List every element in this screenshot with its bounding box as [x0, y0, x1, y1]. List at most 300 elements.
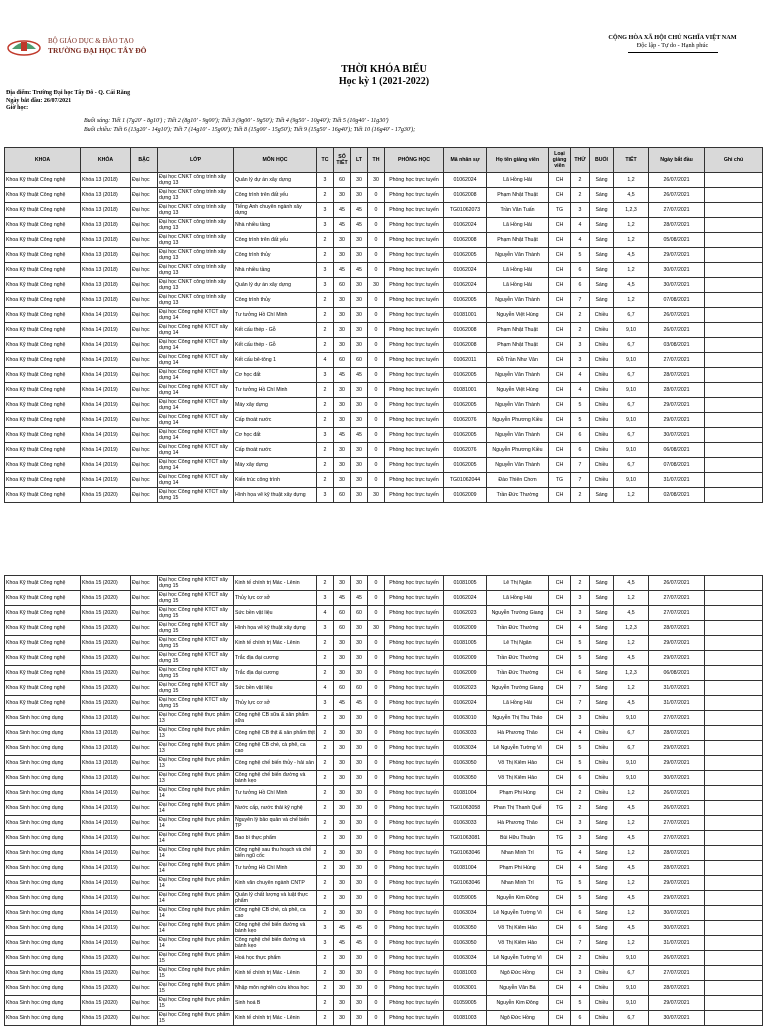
cell-subject: Sức bền vật liệu [234, 606, 317, 621]
cell-note [705, 996, 763, 1011]
cell-staff-id: 01081004 [444, 786, 487, 801]
cell-weekday: 3 [571, 203, 590, 218]
cell-lesson: 1,2 [614, 786, 649, 801]
cell-credits: 2 [317, 981, 334, 996]
cell-periods: 30 [334, 338, 351, 353]
cell-note [705, 188, 763, 203]
cell-practice: 0 [368, 606, 385, 621]
cell-session: Chiều [590, 951, 614, 966]
republic-name: CỘNG HÒA XÃ HỘI CHỦ NGHĨA VIỆT NAM [608, 34, 737, 41]
cell-subject: Công nghệ chế biến đường và bánh kẹo [234, 771, 317, 786]
cell-subject: Nước cấp, nước thải kỹ nghệ [234, 801, 317, 816]
cell-theory: 30 [351, 338, 368, 353]
cell-credits: 3 [317, 203, 334, 218]
table-row [5, 726, 763, 741]
cell-theory: 30 [351, 891, 368, 906]
cell-level: Đại học [131, 323, 158, 338]
cell-note [705, 443, 763, 458]
table-row [5, 398, 763, 413]
cell-practice: 0 [368, 891, 385, 906]
cell-level: Đại học [131, 1011, 158, 1026]
cell-practice: 0 [368, 846, 385, 861]
table-row [5, 891, 763, 906]
cell-lesson: 9,10 [614, 323, 649, 338]
cell-class: Đại học Công nghệ thực phẩm 13 [158, 756, 234, 771]
cell-staff-id: 01062005 [444, 458, 487, 473]
cell-weekday: 5 [571, 996, 590, 1011]
cell-subject: Công trình thủy [234, 248, 317, 263]
cell-class: Đại học Công nghệ KTCT xây dựng 14 [158, 428, 234, 443]
cell-lecturer: Lã Hồng Hải [487, 278, 549, 293]
cell-credits: 4 [317, 353, 334, 368]
schedule-table-part1 [4, 147, 763, 503]
cell-start-date: 29/07/2021 [649, 756, 705, 771]
cell-note [705, 1011, 763, 1026]
cell-level: Đại học [131, 981, 158, 996]
cell-class: Đại học Công nghệ thực phẩm 15 [158, 951, 234, 966]
cell-room: Phòng học trực tuyến [385, 711, 444, 726]
cell-staff-id: 01081003 [444, 1011, 487, 1026]
cell-session: Sáng [590, 891, 614, 906]
cell-staff-id: 01063034 [444, 906, 487, 921]
cell-weekday: 5 [571, 876, 590, 891]
cell-session: Sáng [590, 293, 614, 308]
cell-theory: 45 [351, 936, 368, 951]
cell-start-date: 30/07/2021 [649, 1011, 705, 1026]
cell-theory: 30 [351, 458, 368, 473]
cell-session: Sáng [590, 921, 614, 936]
cell-lesson: 4,5 [614, 696, 649, 711]
meta-info [6, 90, 130, 113]
cell-session: Sáng [590, 218, 614, 233]
header-right [585, 34, 760, 53]
cell-theory: 30 [351, 786, 368, 801]
cell-subject: Tư tưởng Hồ Chí Minh [234, 861, 317, 876]
cell-lesson: 1,2 [614, 591, 649, 606]
cell-room: Phòng học trực tuyến [385, 621, 444, 636]
cell-room: Phòng học trực tuyến [385, 443, 444, 458]
cell-room: Phòng học trực tuyến [385, 951, 444, 966]
cell-lesson: 4,5 [614, 606, 649, 621]
cell-session: Chiều [590, 413, 614, 428]
cell-khoa: Khoa Kỹ thuật Công nghệ [5, 428, 81, 443]
cell-theory: 30 [351, 861, 368, 876]
table-row [5, 741, 763, 756]
cell-practice: 0 [368, 293, 385, 308]
cell-lesson: 9,10 [614, 756, 649, 771]
cell-level: Đại học [131, 173, 158, 188]
cell-periods: 30 [334, 861, 351, 876]
cell-room: Phòng học trực tuyến [385, 876, 444, 891]
cell-class: Đại học Công nghệ KTCT xây dựng 15 [158, 696, 234, 711]
location-text: Địa điểm: Trường Đại học Tây Đô - Q. Cái Răng [6, 90, 131, 96]
cell-lecturer-type: TG [549, 831, 571, 846]
cell-room: Phòng học trực tuyến [385, 726, 444, 741]
cell-staff-id: 01063050 [444, 756, 487, 771]
cell-khoa-year: Khóa 14 (2019) [81, 308, 131, 323]
cell-lesson: 6,7 [614, 368, 649, 383]
cell-level: Đại học [131, 651, 158, 666]
cell-note [705, 846, 763, 861]
cell-note [705, 696, 763, 711]
cell-class: Đại học CNKT công trình xây dựng 13 [158, 218, 234, 233]
cell-practice: 0 [368, 681, 385, 696]
cell-periods: 30 [334, 413, 351, 428]
cell-khoa: Khoa Kỹ thuật Công nghệ [5, 233, 81, 248]
cell-level: Đại học [131, 606, 158, 621]
cell-lesson: 6,7 [614, 966, 649, 981]
cell-room: Phòng học trực tuyến [385, 741, 444, 756]
cell-room: Phòng học trực tuyến [385, 771, 444, 786]
cell-lesson: 4,5 [614, 831, 649, 846]
cell-lecturer-type: CH [549, 488, 571, 503]
cell-start-date: 31/07/2021 [649, 696, 705, 711]
cell-theory: 30 [351, 293, 368, 308]
cell-lecturer: Nguyễn Văn Bá [487, 981, 549, 996]
cell-lecturer: Nguyễn Trường Giang [487, 606, 549, 621]
cell-start-date: 29/07/2021 [649, 891, 705, 906]
column-header-room: PHÒNG HỌC [385, 148, 444, 173]
cell-class: Đại học Công nghệ KTCT xây dựng 14 [158, 353, 234, 368]
cell-class: Đại học Công nghệ thực phẩm 14 [158, 816, 234, 831]
cell-periods: 30 [334, 398, 351, 413]
cell-theory: 30 [351, 906, 368, 921]
cell-credits: 2 [317, 711, 334, 726]
cell-lesson: 9,10 [614, 443, 649, 458]
cell-weekday: 6 [571, 278, 590, 293]
cell-session: Chiều [590, 966, 614, 981]
cell-class: Đại học Công nghệ thực phẩm 14 [158, 786, 234, 801]
cell-khoa-year: Khóa 14 (2019) [81, 876, 131, 891]
cell-periods: 30 [334, 248, 351, 263]
cell-start-date: 27/07/2021 [649, 816, 705, 831]
cell-lecturer-type: CH [549, 591, 571, 606]
cell-lesson: 4,5 [614, 278, 649, 293]
cell-khoa: Khoa Sinh học ứng dụng [5, 966, 81, 981]
cell-level: Đại học [131, 576, 158, 591]
cell-lecturer-type: CH [549, 696, 571, 711]
cell-khoa-year: Khóa 15 (2020) [81, 996, 131, 1011]
cell-lecturer: Lê Nguyễn Tường Vi [487, 741, 549, 756]
cell-class: Đại học CNKT công trình xây dựng 13 [158, 233, 234, 248]
cell-staff-id: 01063010 [444, 711, 487, 726]
cell-periods: 30 [334, 323, 351, 338]
cell-session: Sáng [590, 591, 614, 606]
cell-level: Đại học [131, 488, 158, 503]
cell-staff-id: 01062005 [444, 248, 487, 263]
cell-khoa: Khoa Sinh học ứng dụng [5, 891, 81, 906]
table-row [5, 636, 763, 651]
cell-staff-id: TG01063081 [444, 831, 487, 846]
cell-start-date: 26/07/2021 [649, 308, 705, 323]
cell-lesson: 6,7 [614, 458, 649, 473]
cell-subject: Sức bền vật liệu [234, 681, 317, 696]
cell-khoa: Khoa Kỹ thuật Công nghệ [5, 248, 81, 263]
cell-staff-id: 01062024 [444, 696, 487, 711]
cell-session: Sáng [590, 278, 614, 293]
cell-room: Phòng học trực tuyến [385, 981, 444, 996]
cell-note [705, 248, 763, 263]
cell-credits: 2 [317, 726, 334, 741]
cell-khoa-year: Khóa 15 (2020) [81, 981, 131, 996]
cell-room: Phòng học trực tuyến [385, 696, 444, 711]
cell-class: Đại học CNKT công trình xây dựng 13 [158, 248, 234, 263]
cell-khoa: Khoa Kỹ thuật Công nghệ [5, 203, 81, 218]
cell-lecturer-type: CH [549, 666, 571, 681]
cell-weekday: 4 [571, 726, 590, 741]
cell-start-date: 27/07/2021 [649, 353, 705, 368]
cell-weekday: 5 [571, 756, 590, 771]
cell-session: Sáng [590, 248, 614, 263]
cell-credits: 3 [317, 218, 334, 233]
cell-start-date: 29/07/2021 [649, 636, 705, 651]
cell-lesson: 9,10 [614, 383, 649, 398]
column-header-weekday: THỨ [571, 148, 590, 173]
cell-lesson: 1,2,3 [614, 621, 649, 636]
cell-lesson: 6,7 [614, 726, 649, 741]
cell-khoa-year: Khóa 13 (2018) [81, 188, 131, 203]
cell-lecturer-type: CH [549, 353, 571, 368]
cell-lesson: 4,5 [614, 248, 649, 263]
cell-start-date: 30/07/2021 [649, 921, 705, 936]
table-header-row [5, 148, 763, 173]
table-row [5, 921, 763, 936]
cell-lesson: 1,2 [614, 846, 649, 861]
cell-staff-id: 01062024 [444, 263, 487, 278]
cell-credits: 2 [317, 1011, 334, 1026]
cell-lecturer-type: CH [549, 293, 571, 308]
cell-class: Đại học Công nghệ thực phẩm 13 [158, 771, 234, 786]
cell-level: Đại học [131, 906, 158, 921]
cell-subject: Hình họa vẽ kỹ thuật xây dựng [234, 621, 317, 636]
cell-room: Phòng học trực tuyến [385, 801, 444, 816]
cell-lesson: 1,2 [614, 681, 649, 696]
cell-class: Đại học Công nghệ KTCT xây dựng 15 [158, 591, 234, 606]
cell-khoa-year: Khóa 14 (2019) [81, 368, 131, 383]
cell-session: Chiều [590, 353, 614, 368]
cell-lecturer-type: CH [549, 921, 571, 936]
cell-subject: Kiến trúc công trình [234, 473, 317, 488]
cell-room: Phòng học trực tuyến [385, 233, 444, 248]
cell-credits: 2 [317, 308, 334, 323]
cell-khoa-year: Khóa 15 (2020) [81, 951, 131, 966]
cell-practice: 0 [368, 966, 385, 981]
cell-khoa: Khoa Sinh học ứng dụng [5, 951, 81, 966]
cell-room: Phòng học trực tuyến [385, 188, 444, 203]
cell-khoa: Khoa Kỹ thuật Công nghệ [5, 696, 81, 711]
cell-start-date: 26/07/2021 [649, 951, 705, 966]
cell-lecturer-type: CH [549, 936, 571, 951]
cell-session: Sáng [590, 188, 614, 203]
cell-weekday: 5 [571, 413, 590, 428]
table-row [5, 606, 763, 621]
table-row [5, 293, 763, 308]
cell-note [705, 173, 763, 188]
cell-khoa: Khoa Kỹ thuật Công nghệ [5, 353, 81, 368]
cell-khoa: Khoa Kỹ thuật Công nghệ [5, 443, 81, 458]
cell-session: Sáng [590, 173, 614, 188]
cell-practice: 0 [368, 203, 385, 218]
cell-theory: 45 [351, 263, 368, 278]
cell-khoa-year: Khóa 14 (2019) [81, 936, 131, 951]
cell-class: Đại học Công nghệ KTCT xây dựng 15 [158, 606, 234, 621]
cell-room: Phòng học trực tuyến [385, 488, 444, 503]
cell-start-date: 06/08/2021 [649, 666, 705, 681]
cell-credits: 4 [317, 606, 334, 621]
cell-credits: 2 [317, 188, 334, 203]
cell-periods: 30 [334, 711, 351, 726]
cell-lecturer-type: CH [549, 458, 571, 473]
cell-session: Chiều [590, 308, 614, 323]
cell-subject: Nhập môn nghiên cứu khoa học [234, 981, 317, 996]
cell-periods: 45 [334, 203, 351, 218]
cell-class: Đại học Công nghệ KTCT xây dựng 15 [158, 488, 234, 503]
cell-lesson: 4,5 [614, 188, 649, 203]
cell-staff-id: 01062005 [444, 398, 487, 413]
cell-khoa: Khoa Sinh học ứng dụng [5, 981, 81, 996]
cell-khoa-year: Khóa 15 (2020) [81, 1011, 131, 1026]
cell-periods: 60 [334, 488, 351, 503]
cell-practice: 0 [368, 801, 385, 816]
cell-session: Sáng [590, 846, 614, 861]
cell-periods: 45 [334, 696, 351, 711]
cell-khoa-year: Khóa 14 (2019) [81, 473, 131, 488]
cell-class: Đại học Công nghệ thực phẩm 13 [158, 741, 234, 756]
cell-class: Đại học CNKT công trình xây dựng 13 [158, 278, 234, 293]
cell-session: Sáng [590, 636, 614, 651]
cell-theory: 60 [351, 353, 368, 368]
cell-credits: 3 [317, 621, 334, 636]
cell-start-date: 30/07/2021 [649, 906, 705, 921]
cell-credits: 2 [317, 996, 334, 1011]
cell-weekday: 7 [571, 936, 590, 951]
cell-session: Chiều [590, 473, 614, 488]
cell-room: Phòng học trực tuyến [385, 816, 444, 831]
cell-practice: 30 [368, 278, 385, 293]
cell-theory: 30 [351, 711, 368, 726]
cell-note [705, 338, 763, 353]
cell-subject: Hình họa vẽ kỹ thuật xây dựng [234, 488, 317, 503]
cell-start-date: 26/07/2021 [649, 576, 705, 591]
cell-staff-id: 01063050 [444, 771, 487, 786]
cell-lecturer: Phạm Nhật Thuật [487, 338, 549, 353]
column-header-class: LỚP [158, 148, 234, 173]
cell-periods: 60 [334, 606, 351, 621]
cell-room: Phòng học trực tuyến [385, 368, 444, 383]
cell-subject: Máy xây dựng [234, 398, 317, 413]
cell-level: Đại học [131, 233, 158, 248]
cell-room: Phòng học trực tuyến [385, 428, 444, 443]
cell-credits: 2 [317, 786, 334, 801]
cell-theory: 45 [351, 218, 368, 233]
cell-periods: 30 [334, 891, 351, 906]
cell-lecturer: Phan Thị Thanh Quế [487, 801, 549, 816]
cell-session: Chiều [590, 981, 614, 996]
cell-practice: 0 [368, 383, 385, 398]
cell-lecturer-type: CH [549, 308, 571, 323]
cell-practice: 0 [368, 233, 385, 248]
cell-lecturer: Lã Hồng Hải [487, 591, 549, 606]
cell-khoa: Khoa Sinh học ứng dụng [5, 861, 81, 876]
cell-note [705, 801, 763, 816]
cell-session: Sáng [590, 606, 614, 621]
cell-credits: 2 [317, 576, 334, 591]
cell-note [705, 621, 763, 636]
cell-staff-id: 01063050 [444, 936, 487, 951]
cell-khoa: Khoa Sinh học ứng dụng [5, 771, 81, 786]
cell-lecturer-type: CH [549, 726, 571, 741]
cell-level: Đại học [131, 726, 158, 741]
cell-lecturer: Trần Đức Thường [487, 621, 549, 636]
cell-session: Chiều [590, 1011, 614, 1026]
cell-session: Chiều [590, 323, 614, 338]
cell-staff-id: TG01063046 [444, 876, 487, 891]
cell-room: Phòng học trực tuyến [385, 473, 444, 488]
cell-start-date: 30/07/2021 [649, 278, 705, 293]
cell-theory: 30 [351, 413, 368, 428]
cell-practice: 0 [368, 666, 385, 681]
cell-lesson: 1,2,3 [614, 203, 649, 218]
cell-khoa: Khoa Kỹ thuật Công nghệ [5, 473, 81, 488]
cell-level: Đại học [131, 921, 158, 936]
cell-level: Đại học [131, 383, 158, 398]
cell-room: Phòng học trực tuyến [385, 891, 444, 906]
cell-start-date: 29/07/2021 [649, 741, 705, 756]
cell-staff-id: 01081004 [444, 861, 487, 876]
cell-staff-id: 01062008 [444, 323, 487, 338]
cell-staff-id: 01063033 [444, 816, 487, 831]
cell-subject: Công nghệ CB thịt & sản phẩm thịt [234, 726, 317, 741]
cell-theory: 30 [351, 488, 368, 503]
cell-weekday: 2 [571, 786, 590, 801]
table-row [5, 263, 763, 278]
cell-lecturer-type: CH [549, 756, 571, 771]
cell-practice: 0 [368, 188, 385, 203]
cell-class: Đại học Công nghệ KTCT xây dựng 15 [158, 621, 234, 636]
cell-start-date: 28/07/2021 [649, 981, 705, 996]
cell-level: Đại học [131, 428, 158, 443]
cell-start-date: 27/07/2021 [649, 606, 705, 621]
cell-lecturer-type: CH [549, 681, 571, 696]
cell-class: Đại học Công nghệ KTCT xây dựng 14 [158, 398, 234, 413]
cell-room: Phòng học trực tuyến [385, 831, 444, 846]
cell-start-date: 26/07/2021 [649, 786, 705, 801]
cell-lecturer: Phạm Phi Hùng [487, 861, 549, 876]
cell-practice: 0 [368, 741, 385, 756]
cell-subject: Công nghệ CB chè, cà phê, ca cao [234, 741, 317, 756]
cell-room: Phòng học trực tuyến [385, 323, 444, 338]
cell-theory: 30 [351, 443, 368, 458]
cell-level: Đại học [131, 831, 158, 846]
cell-start-date: 26/07/2021 [649, 188, 705, 203]
cell-khoa: Khoa Kỹ thuật Công nghệ [5, 621, 81, 636]
cell-note [705, 576, 763, 591]
cell-lecturer-type: CH [549, 981, 571, 996]
cell-staff-id: 01081005 [444, 636, 487, 651]
cell-staff-id: TG01062044 [444, 473, 487, 488]
cell-lecturer: Nhan Minh Trí [487, 846, 549, 861]
cell-credits: 2 [317, 816, 334, 831]
cell-practice: 0 [368, 711, 385, 726]
cell-subject: Hoá học thực phẩm [234, 951, 317, 966]
cell-subject: Công nghệ chế biến thủy - hải sản [234, 756, 317, 771]
column-header-credits: TC [317, 148, 334, 173]
cell-practice: 0 [368, 696, 385, 711]
cell-credits: 2 [317, 248, 334, 263]
cell-weekday: 3 [571, 591, 590, 606]
cell-lecturer: Nguyễn Văn Thành [487, 428, 549, 443]
cell-level: Đại học [131, 756, 158, 771]
